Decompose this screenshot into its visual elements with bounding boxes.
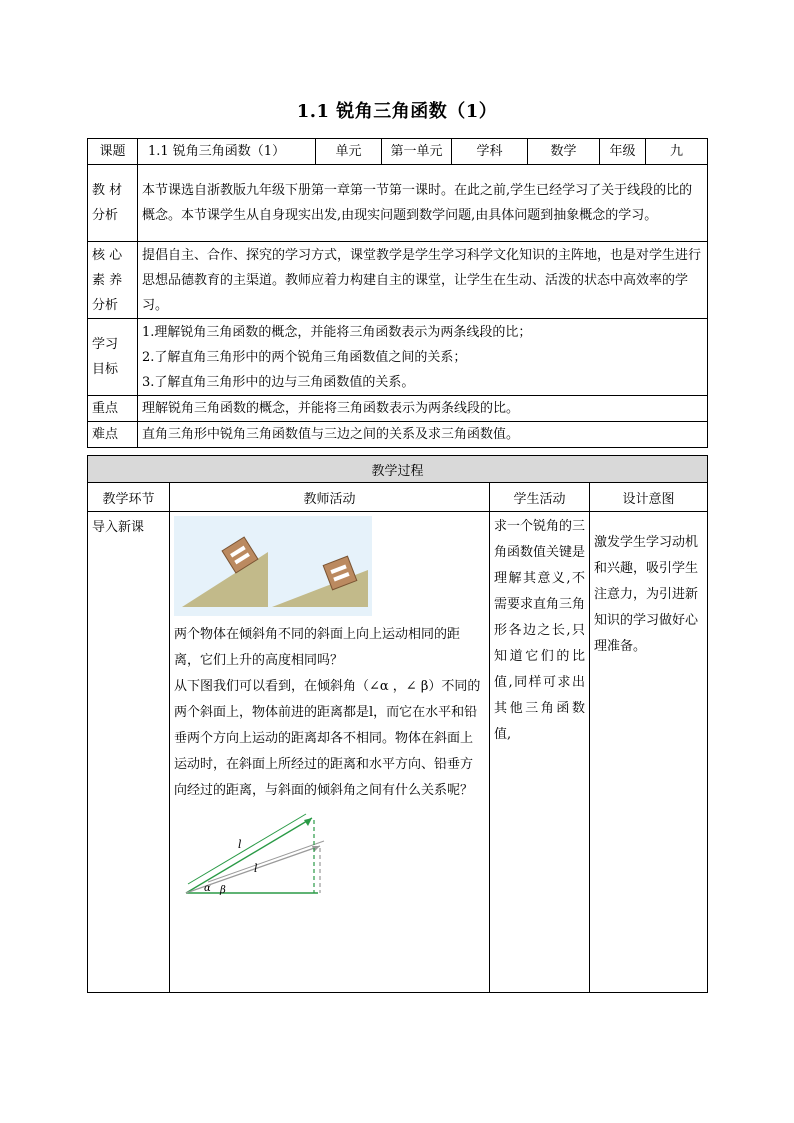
goals-label-2: 目标	[92, 362, 119, 377]
difficult-label: 难点	[88, 422, 138, 448]
teacher-paragraph-1: 两个物体在倾斜角不同的斜面上向上运动相同的距离，它们上升的高度相同吗？	[174, 627, 461, 668]
unit-label: 单元	[316, 139, 382, 165]
difficult-text: 直角三角形中锐角三角函数值与三边之间的关系及求三角函数值。	[138, 422, 708, 448]
student-activity: 求一个锐角的三角函数值关键是理解其意义,不需要求直角三角形各边之长,只知道它们的比值,同样可求出其他三角函数值,	[490, 512, 590, 993]
grade-value: 九	[646, 139, 708, 165]
difficult-row	[88, 422, 708, 448]
green-offset-line	[188, 814, 306, 884]
grade-label: 年级	[600, 139, 646, 165]
core-label-1: 核 心	[92, 247, 123, 263]
header-design: 设计意图	[590, 483, 708, 512]
teacher-paragraph-2: 从下图我们可以看到，在倾斜角（∠α ，∠ β）不同的两个斜面上，物体前进的距离都是l，而它在水平和铅垂两个方向上运动的距离却各不相同。物体在斜面上运动时，在斜面上所经过的距离和水平方向、铅垂方向经过的距离，与斜面的倾斜角之间有什么关系呢？	[174, 679, 481, 798]
process-table	[87, 455, 708, 993]
material-row	[88, 165, 708, 242]
inclined-planes-image	[174, 516, 372, 616]
label-l-gray: l	[254, 862, 258, 875]
process-title: 教学过程	[88, 456, 708, 483]
goals-row	[88, 319, 708, 396]
lesson-info-table	[87, 138, 708, 448]
subject-value: 数学	[528, 139, 600, 165]
subject-label: 学科	[452, 139, 528, 165]
goal-item: 2.了解直角三角形中的两个锐角三角函数值之间的关系；	[142, 349, 467, 365]
material-label-2: 分析	[92, 208, 119, 223]
info-row	[88, 139, 708, 165]
gray-arrow-head	[312, 846, 320, 852]
design-intent: 激发学生学习动机和兴趣，吸引学生注意力，为引进新知识的学习做好心理准备。	[590, 512, 708, 993]
core-label-3: 分析	[92, 297, 119, 313]
label-l-green: l	[238, 838, 242, 851]
core-row	[88, 242, 708, 319]
label-alpha: α	[204, 883, 211, 894]
stage-name: 导入新课	[88, 512, 170, 993]
key-row	[88, 396, 708, 422]
material-text: 本节课选自浙教版九年级下册第一章第一节第一课时。在此之前,学生已经学习了关于线段的比的概念。本节课学生从自身现实出发,由现实问题到数学问题,由具体问题到抽象概念的学习。	[138, 165, 708, 242]
topic-label: 课题	[88, 139, 138, 165]
key-text: 理解锐角三角函数的概念，并能将三角函数表示为两条线段的比。	[138, 396, 708, 422]
material-label-1: 教 材	[92, 183, 123, 198]
goal-item: 3.了解直角三角形中的边与三角函数值的关系。	[142, 374, 415, 390]
core-text: 提倡自主、合作、探究的学习方式，课堂教学是学生学习科学文化知识的主阵地，也是对学生进行思想品德教育的主渠道。教师应着力构建自主的课堂，让学生在生动、活泼的状态中高效率的学习。	[138, 242, 708, 319]
distance-diagram	[178, 810, 338, 902]
page-title: 1.1 锐角三角函数（1）	[296, 101, 498, 122]
key-label: 重点	[88, 396, 138, 422]
header-stage: 教学环节	[88, 483, 170, 512]
goals-label-1: 学习	[92, 337, 119, 352]
unit-value: 第一单元	[382, 139, 452, 165]
topic-value: 1.1 锐角三角函数（1）	[138, 139, 316, 165]
header-student: 学生活动	[490, 483, 590, 512]
header-teacher: 教师活动	[170, 483, 490, 512]
label-beta: β	[220, 885, 226, 896]
core-label-2: 素 养	[92, 272, 123, 288]
goal-item: 1.理解锐角三角函数的概念，并能将三角函数表示为两条线段的比；	[142, 324, 532, 340]
